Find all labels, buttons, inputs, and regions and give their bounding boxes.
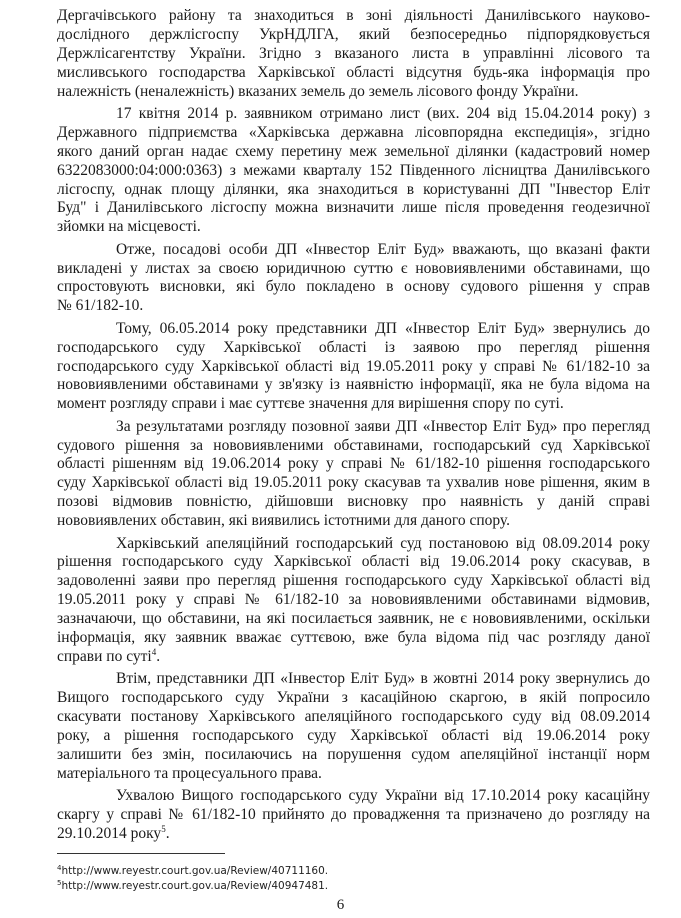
- text-line: зйомки на місцевості.: [57, 218, 201, 236]
- text-line: скаргу у справі № 61/182-10 прийнято до провадження та призначено до розгляду на: [57, 806, 650, 824]
- text-line: області рішенням від 19.06.2014 року у справі № 61/182-10 рішення господарського: [57, 455, 650, 473]
- footnote-link[interactable]: http://www.reyestr.court.gov.ua/Review/40711160.: [61, 865, 329, 877]
- paragraph: [57, 241, 650, 317]
- text-line: задоволенні заяви про перегляд рішення господарського суду Харківської області від: [57, 572, 650, 590]
- paragraph: [57, 418, 650, 531]
- text-line: судового рішення за нововиявленими обставинами, господарський суд Харківської: [57, 436, 650, 454]
- footnote-ref[interactable]: 5: [161, 824, 166, 834]
- footnote: $^4$http://www.reyestr.court.gov.ua/Review/40711160.: [57, 864, 329, 877]
- text-line: За результатами розгляду позовної заяви ДП «Інвестор Еліт Буд» про перегляд: [116, 417, 650, 435]
- text-line: Вищого господарського суду України з касаційною скаргою, в якій попросило: [57, 689, 650, 707]
- text-line: нововиявленими обставинами у зв'язку із наявністю інформації, яка не була відома на: [57, 376, 650, 394]
- paragraph: [57, 320, 650, 414]
- text-line: 19.05.2011 року у справі № 61/182-10 за нововиявленими обставинами відмовив,: [57, 591, 650, 609]
- paragraph: [57, 670, 650, 783]
- text-line: Ухвалою Вищого господарського суду України від 17.10.2014 року касаційну: [116, 787, 650, 805]
- text-line: 29.10.2014 року$^5$.: [57, 824, 170, 842]
- text-line: Держлісагентству України. Згідно з вказаного листа в управлінні лісового та: [57, 44, 650, 62]
- text-line: Буд" і Данилівського лісгоспу можна визначити лише після проведення геодезичної: [57, 199, 650, 217]
- text-line: зазначаючи, що обставини, на які посилається заявник, не є нововиявленими, оскільки: [57, 610, 650, 628]
- text-line: дослідного держлісгоспу УкрНДЛГА, який безпосередньо підпорядковується: [57, 25, 650, 43]
- text-line: господарського суду Харківської області від 19.05.2011 року у справі № 61/182-10 за: [57, 357, 650, 375]
- text-line: року, а рішення господарського суду Харківської області від 19.06.2014 року: [57, 726, 650, 744]
- text-line: залишити без змін, посилаючись на порушення судом апеляційної інстанції норм: [57, 745, 650, 763]
- text-line: викладені у листах за своєю юридичною суттю є нововиявленими обставинами, що: [57, 259, 650, 277]
- text-line: лісгоспу, однак площу ділянки, яка знаходиться в користуванні ДП "Інвестор Еліт: [57, 180, 650, 198]
- text-line: Харківський апеляційний господарський суд постановою від 08.09.2014 року: [116, 534, 650, 552]
- text-line: належність (неналежність) вказаних земель до земель лісового фонду України.: [57, 82, 579, 100]
- text-line: Дергачівського району та знаходиться в зоні діяльності Данилівського науково-: [57, 7, 650, 24]
- text-line: господарського суду Харківської області із заявою про перегляд рішення: [57, 338, 650, 356]
- footnote: $^5$http://www.reyestr.court.gov.ua/Review/40947481.: [57, 878, 329, 892]
- text-line: матеріального та процесуального права.: [57, 764, 322, 782]
- text-line: спростовують висновки, які було покладено в основу судового рішення у справ: [57, 278, 650, 296]
- text-line: момент розгляду справи і має суттєве значення для вирішення спору по суті.: [57, 395, 564, 413]
- footnote-separator: [57, 853, 225, 854]
- paragraph: [57, 787, 650, 844]
- text-line: рішення господарського суду Харківської області від 19.06.2014 року скасував, в: [57, 553, 650, 571]
- text-line: скасувати постанову Харківського апеляційного господарського суду від 08.09.2014: [57, 708, 650, 726]
- page-number: 6: [336, 897, 345, 913]
- text-line: мисливського господарства Харківської області відсутня будь-яка інформація про: [57, 63, 650, 81]
- text-line: позові відмовив повністю, дійшовши висновку про наявність у даній справі: [57, 493, 650, 511]
- text-line: інформація, яку заявник вважає суттєвою, вже була відома під час розгляду даної: [57, 629, 650, 646]
- footnote-link[interactable]: http://www.reyestr.court.gov.ua/Review/40947481.: [61, 879, 329, 892]
- document-body: [57, 7, 650, 847]
- paragraph: [57, 535, 650, 667]
- text-line: Державного підприємства «Харківська державна лісовпорядна експедиція», згідно: [57, 123, 650, 141]
- text-line: справи по суті$^4$.: [57, 647, 161, 665]
- paragraph: [57, 105, 650, 237]
- paragraph: [57, 7, 650, 101]
- text-line: якого даний орган надає схему перетину меж земельної ділянки (кадастровий номер: [57, 142, 650, 160]
- footnotes: [57, 864, 328, 893]
- text-line: Отже, посадові особи ДП «Інвестор Еліт Буд» вважають, що вказані факти: [116, 240, 650, 258]
- text-line: Тому, 06.05.2014 року представники ДП «Інвестор Еліт Буд» звернулись до: [116, 319, 650, 337]
- text-line: 6322083000:04:000:0363) з межами кварталу 152 Південного лісництва Данилівського: [57, 161, 650, 179]
- text-line: нововиявлених обставин, які виявились істотними для даного спору.: [57, 512, 510, 530]
- text-line: № 61/182-10.: [57, 297, 144, 315]
- text-line: суду Харківської області від 19.05.2011 року скасував та ухвалив нове рішення, яким в: [57, 474, 650, 492]
- footnote-ref[interactable]: 4: [151, 647, 157, 657]
- text-line: 17 квітня 2014 р. заявником отримано лист (вих. 204 від 15.04.2014 року) з: [116, 104, 650, 122]
- text-line: Втім, представники ДП «Інвестор Еліт Буд» в жовтні 2014 року звернулись до: [116, 670, 650, 688]
